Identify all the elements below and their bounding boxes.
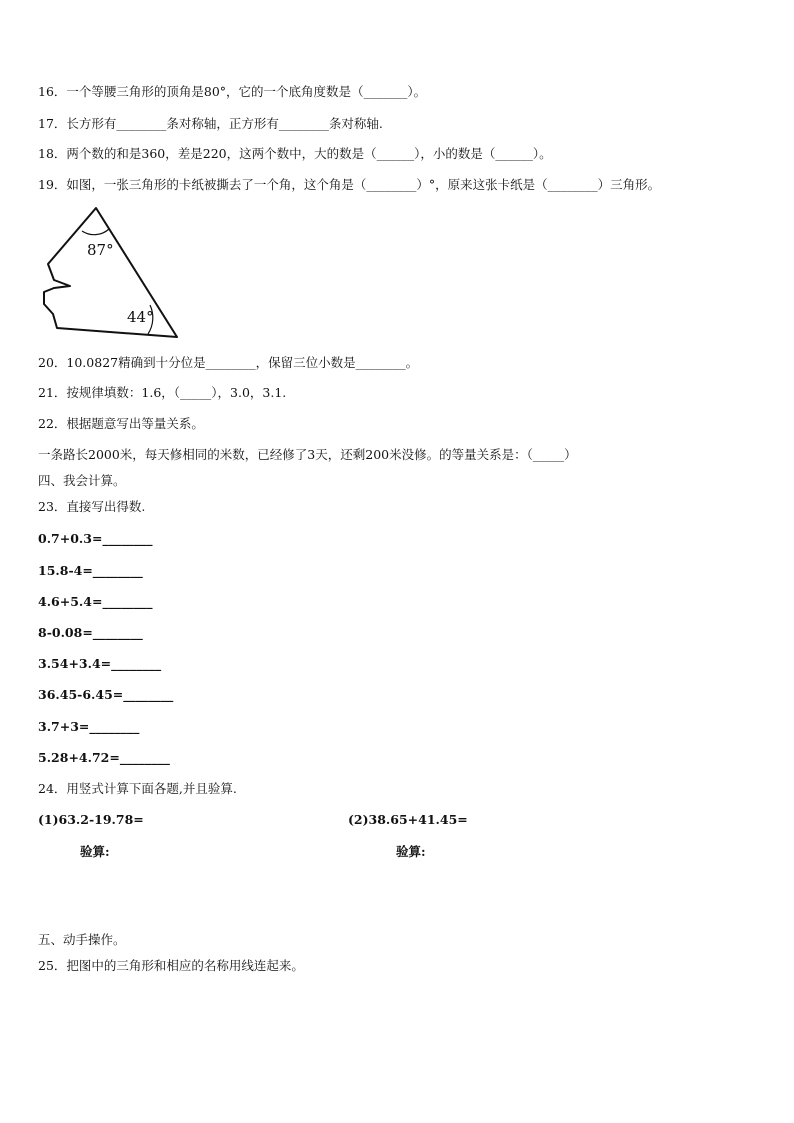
torn-triangle-figure [40, 204, 185, 340]
angle-label-top: 87° [87, 241, 114, 259]
section-5-title: 五、动手操作。 [38, 932, 126, 947]
calc-item: 4.6+5.4=________ [38, 594, 153, 609]
calc-item: 0.7+0.3=________ [38, 531, 153, 546]
calc-item: 15.8-4=________ [38, 563, 143, 578]
question-25: 25．把图中的三角形和相应的名称用线连起来。 [38, 958, 304, 973]
question-21: 21．按规律填数：1.6，（_____），3.0，3.1. [38, 385, 287, 400]
angle-arc-top [82, 229, 109, 235]
triangle-outline [44, 208, 177, 337]
section-4-title: 四、我会计算。 [38, 473, 126, 488]
calc-item: 8-0.08=________ [38, 625, 143, 640]
question-18: 18．两个数的和是360，差是220，这两个数中，大的数是（______），小的数是（______）。 [38, 146, 552, 161]
question-22-detail: 一条路长2000米，每天修相同的米数，已经修了3天，还剩200米没修。的等量关系是：（_____） [38, 447, 577, 462]
question-16: 16．一个等腰三角形的顶角是80°，它的一个底角度数是（_______）。 [38, 84, 427, 99]
question-24: 24．用竖式计算下面各题,并且验算. [38, 781, 237, 796]
calc-item: 36.45-6.45=________ [38, 687, 174, 702]
calc-item: 3.7+3=________ [38, 719, 140, 734]
check-label-1: 验算: [80, 844, 110, 859]
question-19: 19．如图，一张三角形的卡纸被撕去了一个角，这个角是（________）°，原来这张卡纸是（________）三角形。 [38, 177, 661, 192]
calc-item: 3.54+3.4=________ [38, 656, 162, 671]
question-23: 23．直接写出得数. [38, 499, 146, 514]
problem-1: (1)63.2-19.78= [38, 812, 144, 827]
question-20: 20．10.0827精确到十分位是________，保留三位小数是________。 [38, 355, 419, 370]
question-22: 22．根据题意写出等量关系。 [38, 416, 204, 431]
calc-item: 5.28+4.72=________ [38, 750, 170, 765]
problem-2: (2)38.65+41.45= [348, 812, 468, 827]
question-17: 17．长方形有________条对称轴，正方形有________条对称轴. [38, 116, 383, 131]
angle-label-bottom: 44° [127, 308, 154, 326]
check-label-2: 验算: [396, 844, 426, 859]
